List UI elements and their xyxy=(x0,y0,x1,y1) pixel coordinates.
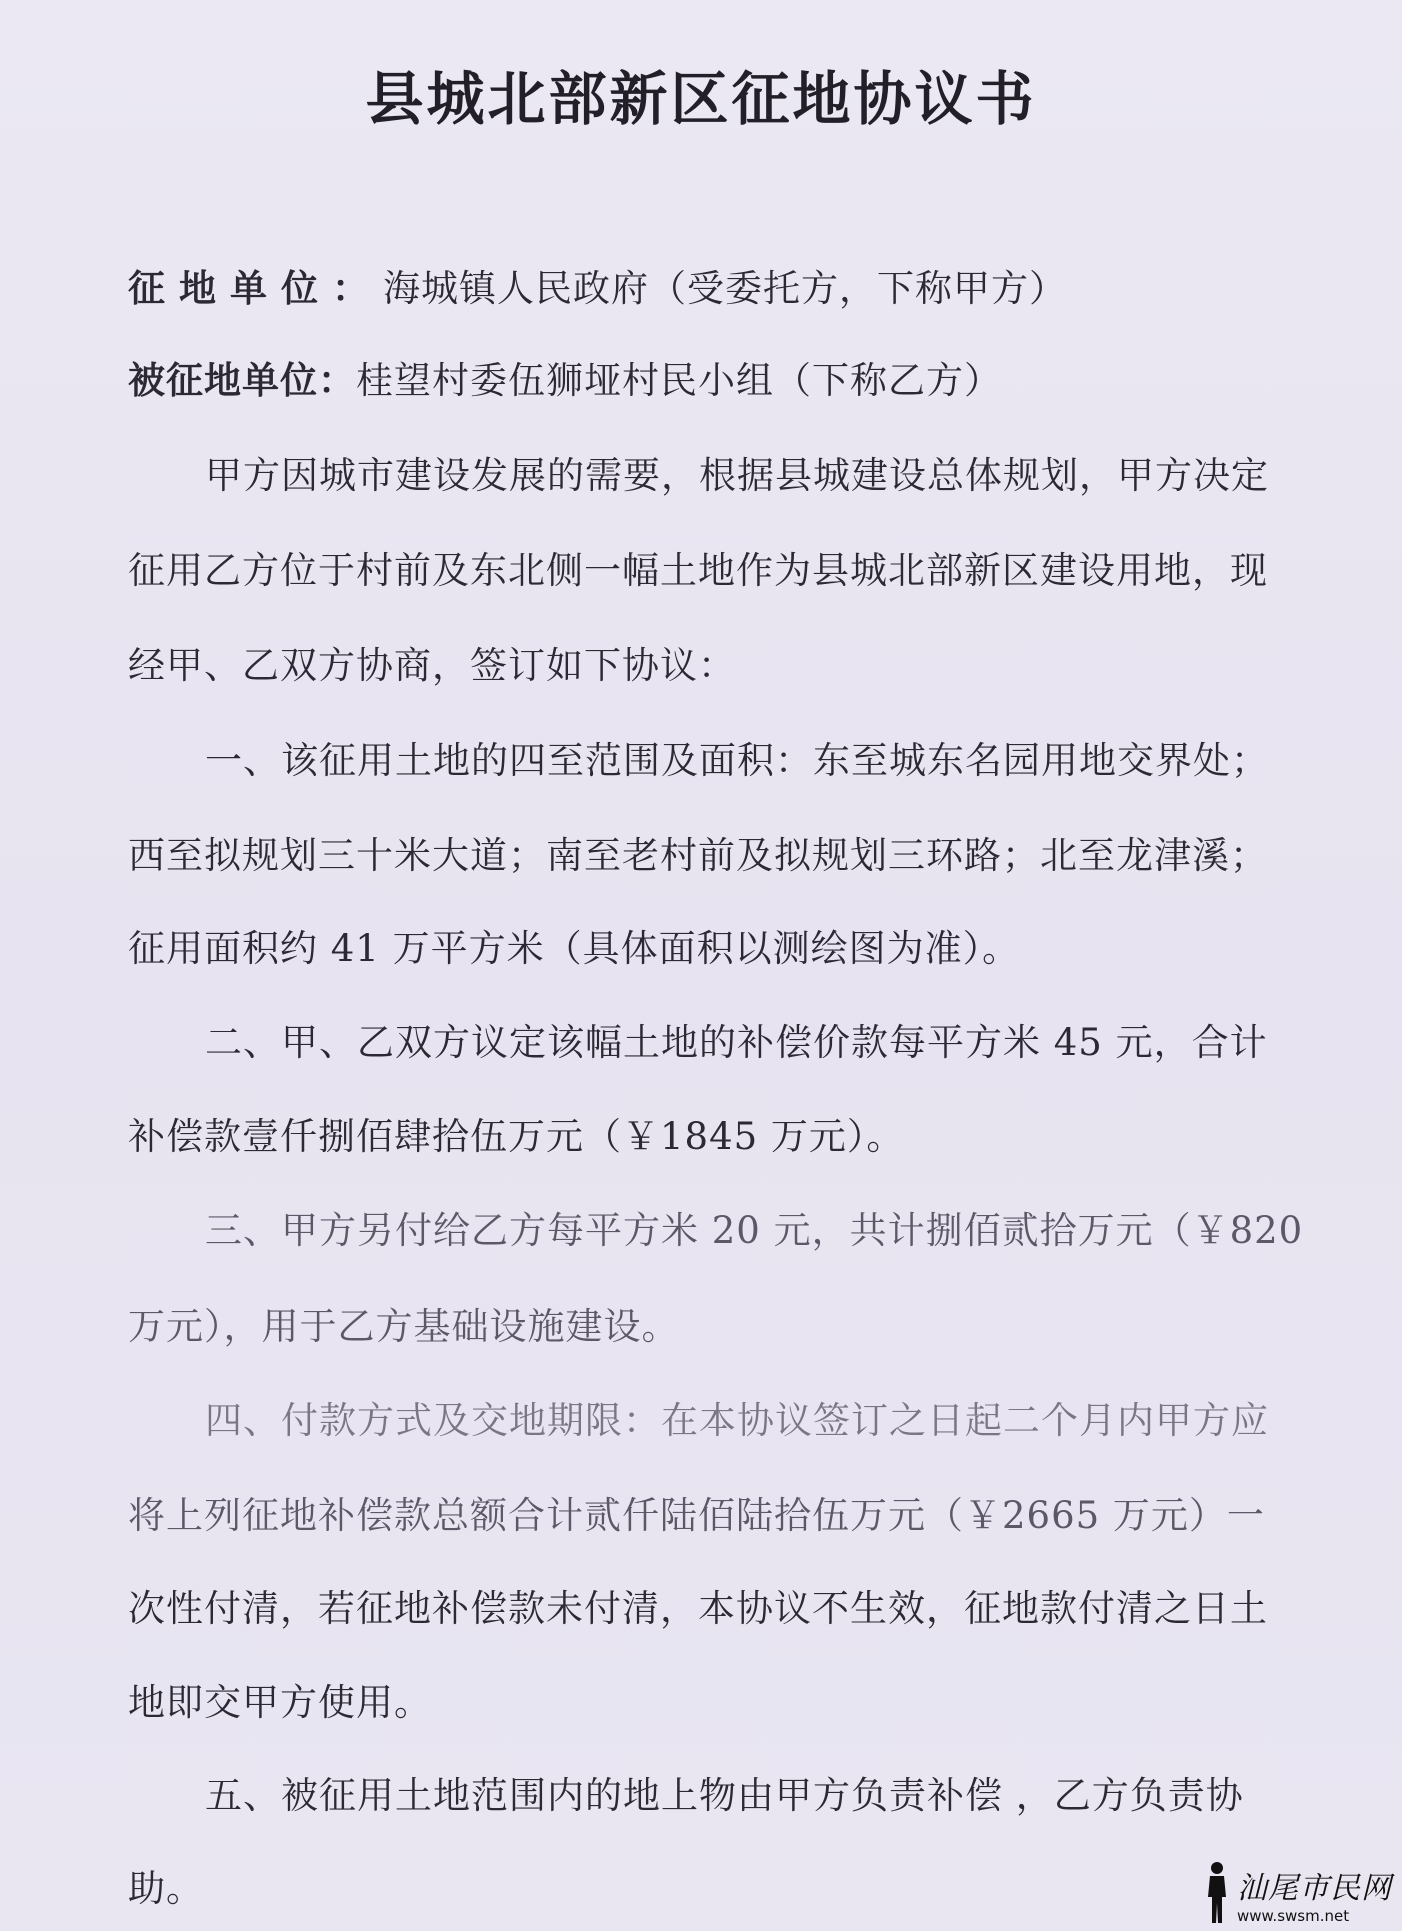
watermark-name: 汕尾市民网 xyxy=(1237,1871,1392,1906)
clause-4-line: 次性付清，若征地补偿款未付清，本协议不生效，征地款付清之日土 xyxy=(128,1587,1268,1630)
clause-1-line: 一、该征用土地的四至范围及面积：东至城东名园用地交界处； xyxy=(205,739,1269,782)
clause-2-line: 补偿款壹仟捌佰肆拾伍万元（￥1845 万元）。 xyxy=(128,1115,905,1158)
clause-1-line: 西至拟规划三十米大道；南至老村前及拟规划三环路；北至龙津溪； xyxy=(128,834,1268,877)
watermark-url: www.swsm.net xyxy=(1237,1907,1350,1925)
body-line: 甲方因城市建设发展的需要，根据县城建设总体规划，甲方决定 xyxy=(205,454,1269,497)
clause-5-line: 助。 xyxy=(128,1867,204,1910)
site-watermark xyxy=(1203,1861,1392,1925)
person-silhouette-icon xyxy=(1203,1861,1231,1925)
document-title: 县城北部新区征地协议书 xyxy=(365,65,1037,133)
clause-2-line: 二、甲、乙双方议定该幅土地的补偿价款每平方米 45 元，合计 xyxy=(205,1021,1268,1064)
body-line: 征用乙方位于村前及东北侧一幅土地作为县城北部新区建设用地，现 xyxy=(128,549,1268,592)
clause-4-line: 地即交甲方使用。 xyxy=(128,1681,432,1724)
party-b-value: 桂望村委伍狮垭村民小组（下称乙方） xyxy=(356,359,1002,402)
party-a-label: 征地单位： xyxy=(128,267,383,310)
party-a-row xyxy=(128,258,1278,312)
clause-5-line: 五、被征用土地范围内的地上物由甲方负责补偿 ，乙方负责协 xyxy=(205,1774,1244,1817)
party-a-value: 海城镇人民政府（受委托方，下称甲方） xyxy=(383,267,1067,310)
clause-3-line: 三、甲方另付给乙方每平方米 20 元，共计捌佰贰拾万元（￥820 xyxy=(205,1209,1304,1252)
clause-1-line: 征用面积约 41 万平方米（具体面积以测绘图为准）。 xyxy=(128,927,1021,970)
clause-4-line: 四、付款方式及交地期限：在本协议签订之日起二个月内甲方应 xyxy=(205,1399,1269,1442)
party-b-row xyxy=(128,350,1278,404)
party-b-label: 被征地单位： xyxy=(128,359,356,402)
clause-3-line: 万元），用于乙方基础设施建设。 xyxy=(128,1305,680,1348)
clause-4-line: 将上列征地补偿款总额合计贰仟陆佰陆拾伍万元（￥2665 万元）一 xyxy=(128,1494,1265,1537)
body-line: 经甲、乙双方协商，签订如下协议： xyxy=(128,644,736,687)
